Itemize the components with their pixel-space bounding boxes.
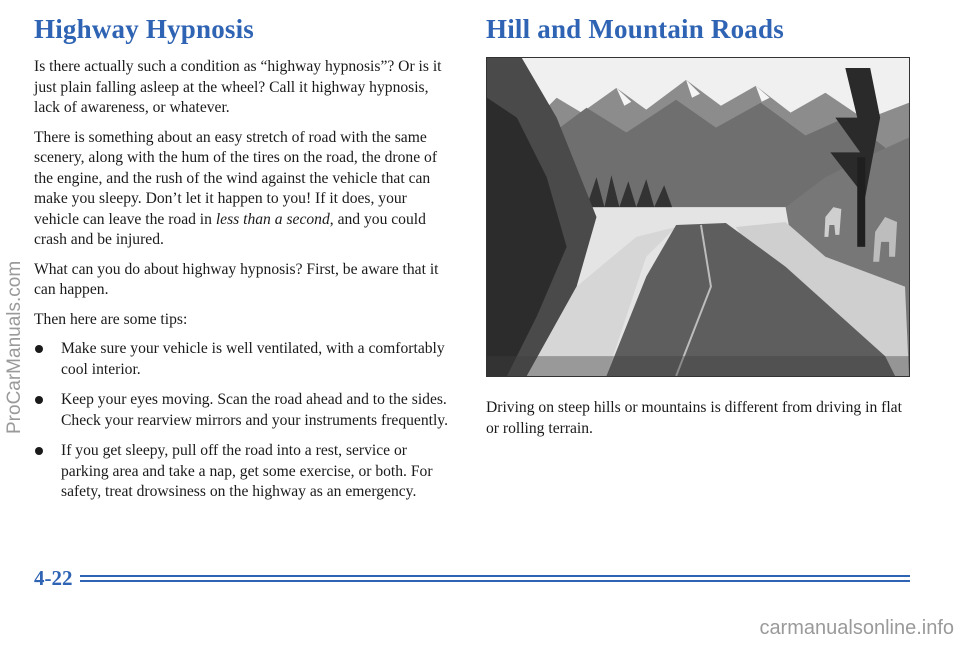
list-item [34, 339, 454, 380]
paragraph-description-end: , and you could crash and be injured. [34, 210, 426, 248]
tips-list [34, 339, 454, 503]
mountain-road-illustration [486, 57, 910, 377]
illustration-caption: Driving on steep hills or mountains is different from driving in flat or rolling terrain. [486, 399, 902, 437]
emphasis-less-than-a-second: less than a second [215, 210, 330, 228]
bullet-icon [35, 447, 43, 455]
list-item [34, 390, 454, 431]
tip-text: Keep your eyes moving. Scan the road ahead and to the sides. Check your rearview mirrors and your instruments frequently. [61, 391, 448, 429]
paragraph-tips-intro: Then here are some tips: [34, 310, 188, 328]
section-title-hill-mountain-roads: Hill and Mountain Roads [486, 14, 784, 44]
page-footer [34, 566, 910, 596]
tip-text: Make sure your vehicle is well ventilated, with a comfortably cool interior. [61, 340, 445, 378]
watermark-bottom: carmanualsonline.info [759, 617, 954, 639]
watermark-side: ProCarManuals.com [4, 260, 25, 434]
paragraph-question: What can you do about highway hypnosis? First, be aware that it can happen. [34, 260, 439, 298]
bullet-icon [35, 345, 43, 353]
paragraph-description [34, 128, 454, 251]
footer-rule [80, 575, 910, 577]
right-column [486, 14, 910, 448]
page-number: 4-22 [34, 566, 73, 590]
paragraph-intro: Is there actually such a condition as “highway hypnosis”? Or is it just plain falling asleep at the wheel? Call it highway hypnosis, lack of awareness, or whatever. [34, 58, 442, 116]
paragraph-description-text: There is something about an easy stretch of road with the same scenery, along with the hum of the tires on the road, the drone of the engine, and the rush of the wind against the vehicle that can make you sleepy. Don’t let it happen to you! If it does, your vehicle can leave the road in [34, 128, 438, 228]
left-column [34, 14, 454, 513]
section-title-highway-hypnosis: Highway Hypnosis [34, 14, 255, 44]
bullet-icon [35, 396, 43, 404]
footer-rule-secondary [80, 580, 910, 582]
tip-text: If you get sleepy, pull off the road into a rest, service or parking area and take a nap, get some exercise, or both. For safety, treat drowsiness on the highway as an emergency. [61, 442, 433, 500]
list-item [34, 441, 454, 503]
